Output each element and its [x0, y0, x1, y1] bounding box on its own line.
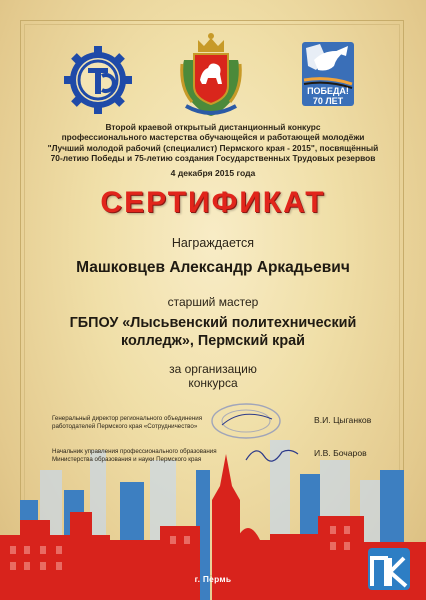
signature-role-line: Министерства образования и науки Пермского края [52, 455, 202, 463]
certificate-title: СЕРТИФИКАТ [100, 186, 326, 219]
contest-line: Второй краевой открытый дистанционный конкурс [105, 122, 321, 132]
victory-badge-line2: 70 ЛЕТ [312, 96, 344, 106]
pk-logo-icon [366, 546, 412, 592]
awarded-label: Награждается [171, 236, 255, 250]
signatory-name: В.И. Цыганков [314, 415, 372, 425]
handwritten-signature-icon [242, 442, 302, 466]
reason-line: за организацию [169, 362, 257, 376]
certificate-date: 4 декабря 2015 года [170, 168, 256, 178]
signatory-name: И.В. Бочаров [314, 448, 367, 458]
signature-role-line: Генеральный директор регионального объединения [52, 415, 203, 422]
organization-line: ГБПОУ «Лысьвенский политехнический [69, 315, 357, 331]
city-label: г. Пермь [194, 574, 232, 584]
signature-role-line: Начальник управления профессионального образования [52, 448, 217, 455]
contest-line: профессионального мастерства обучающейся и работающей молодёжи [61, 132, 365, 143]
round-seal-icon [202, 401, 292, 441]
signature-block [52, 448, 392, 463]
trade-unions-gear-emblem-icon [62, 44, 134, 116]
organization-line: колледж», Пермский край [120, 333, 306, 349]
recipient-organization [30, 314, 396, 350]
signature-role-line: работодателей Пермского края «Сотрудничество» [52, 422, 198, 430]
perm-krai-coat-of-arms-icon [178, 30, 244, 118]
award-reason [40, 362, 386, 390]
contest-description [40, 122, 386, 164]
reason-line: конкурса [188, 376, 238, 390]
victory-badge-line1: ПОБЕДА! [307, 86, 349, 96]
recipient-name: Машковцев Александр Аркадьевич [76, 259, 350, 276]
contest-line: "Лучший молодой рабочий (специалист) Пермского края - 2015", посвящённый [47, 142, 379, 153]
signature-block [52, 415, 392, 430]
recipient-position: старший мастер [167, 295, 259, 309]
victory-70-dove-badge-icon [300, 40, 356, 108]
contest-line: 70-летию Победы и 75-летию создания Государственных Трудовых резервов [50, 153, 376, 164]
